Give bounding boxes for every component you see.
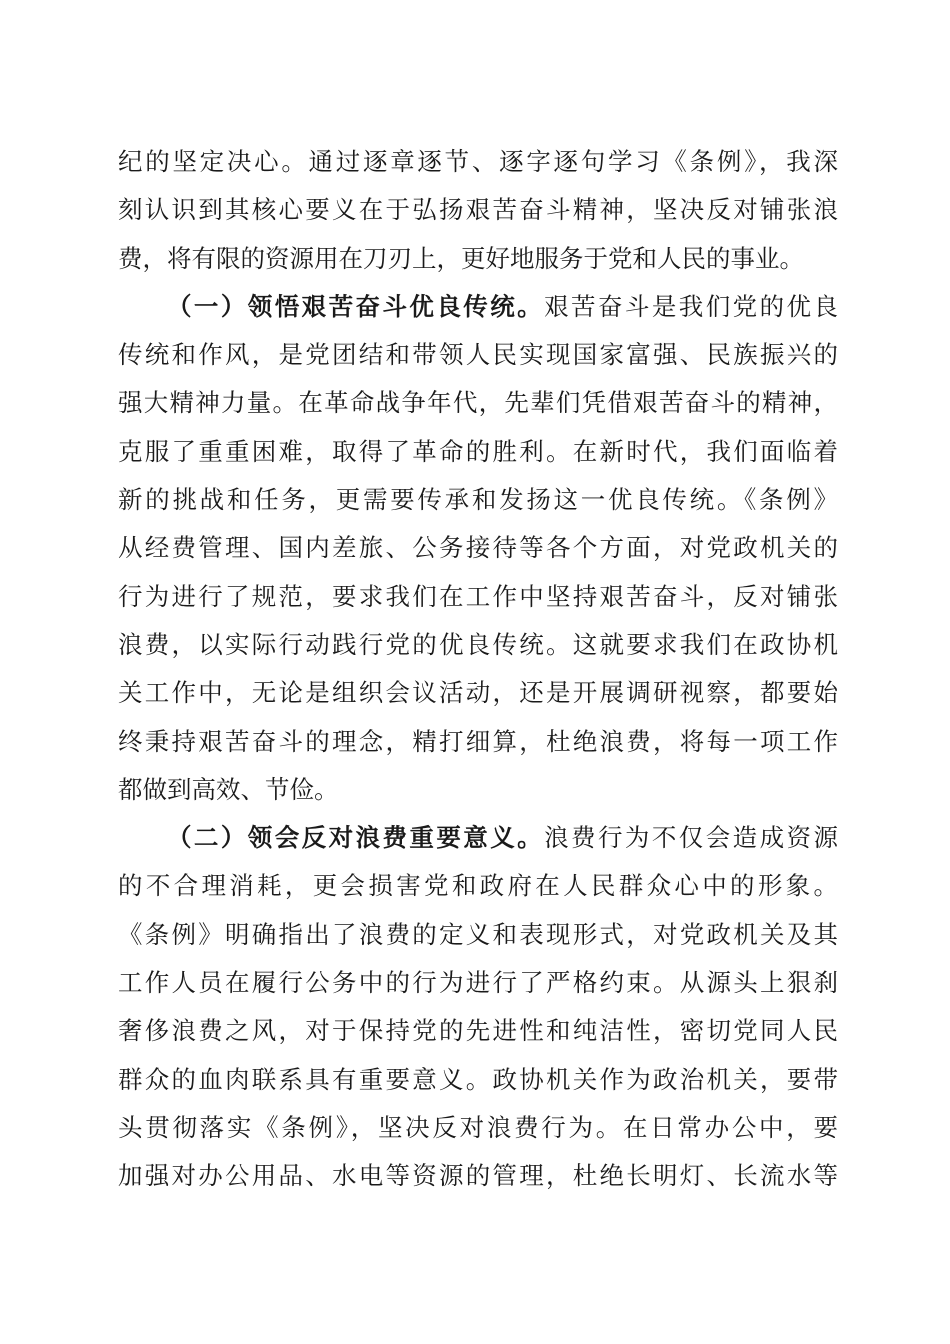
text-line: 传统和作风，是党团结和带领人民实现国家富强、民族振兴的 [118, 340, 838, 370]
text-line: 浪费，以实际行动践行党的优良传统。这就要求我们在政协机 [118, 629, 838, 659]
section-1-lead-text: 艰苦奋斗是我们党的优良 [544, 291, 838, 321]
text-line: 群众的血肉联系具有重要意义。政协机关作为政治机关，要带 [118, 1064, 838, 1094]
body-text [118, 138, 838, 1201]
text-line: 刻认识到其核心要义在于弘扬艰苦奋斗精神，坚决反对铺张浪 [118, 195, 838, 225]
text-line: 关工作中，无论是组织会议活动，还是开展调研视察，都要始 [118, 678, 838, 708]
text-line: 工作人员在履行公务中的行为进行了严格约束。从源头上狠刹 [118, 968, 838, 998]
section-2-heading: （二）领会反对浪费重要意义。 [167, 823, 545, 853]
section-1-first-line [118, 283, 838, 331]
text-line: 头贯彻落实《条例》，坚决反对浪费行为。在日常办公中，要 [118, 1112, 838, 1142]
text-line: 都做到高效、节俭。 [118, 774, 339, 804]
text-line: 的不合理消耗，更会损害党和政府在人民群众心中的形象。 [118, 871, 838, 901]
text-line: 《条例》明确指出了浪费的定义和表现形式，对党政机关及其 [118, 919, 838, 949]
text-line: 新的挑战和任务，更需要传承和发扬这一优良传统。《条例》 [118, 485, 838, 515]
section-1-heading: （一）领悟艰苦奋斗优良传统。 [167, 291, 545, 321]
text-line: 克服了重重困难，取得了革命的胜利。在新时代，我们面临着 [118, 436, 838, 466]
text-line: 加强对办公用品、水电等资源的管理，杜绝长明灯、长流水等 [118, 1161, 838, 1191]
section-2-lead-text: 浪费行为不仅会造成资源 [544, 823, 838, 853]
text-line: 费，将有限的资源用在刀刃上，更好地服务于党和人民的事业。 [118, 243, 804, 273]
text-line: 行为进行了规范，要求我们在工作中坚持艰苦奋斗，反对铺张 [118, 581, 838, 611]
section-2-first-line [118, 814, 838, 862]
text-line: 终秉持艰苦奋斗的理念，精打细算，杜绝浪费，将每一项工作 [118, 726, 838, 756]
text-line: 从经费管理、国内差旅、公务接待等各个方面，对党政机关的 [118, 533, 838, 563]
text-line: 强大精神力量。在革命战争年代，先辈们凭借艰苦奋斗的精神， [118, 388, 838, 418]
text-line: 纪的坚定决心。通过逐章逐节、逐字逐句学习《条例》，我深 [118, 147, 838, 176]
text-line: 奢侈浪费之风，对于保持党的先进性和纯洁性，密切党同人民 [118, 1016, 838, 1046]
